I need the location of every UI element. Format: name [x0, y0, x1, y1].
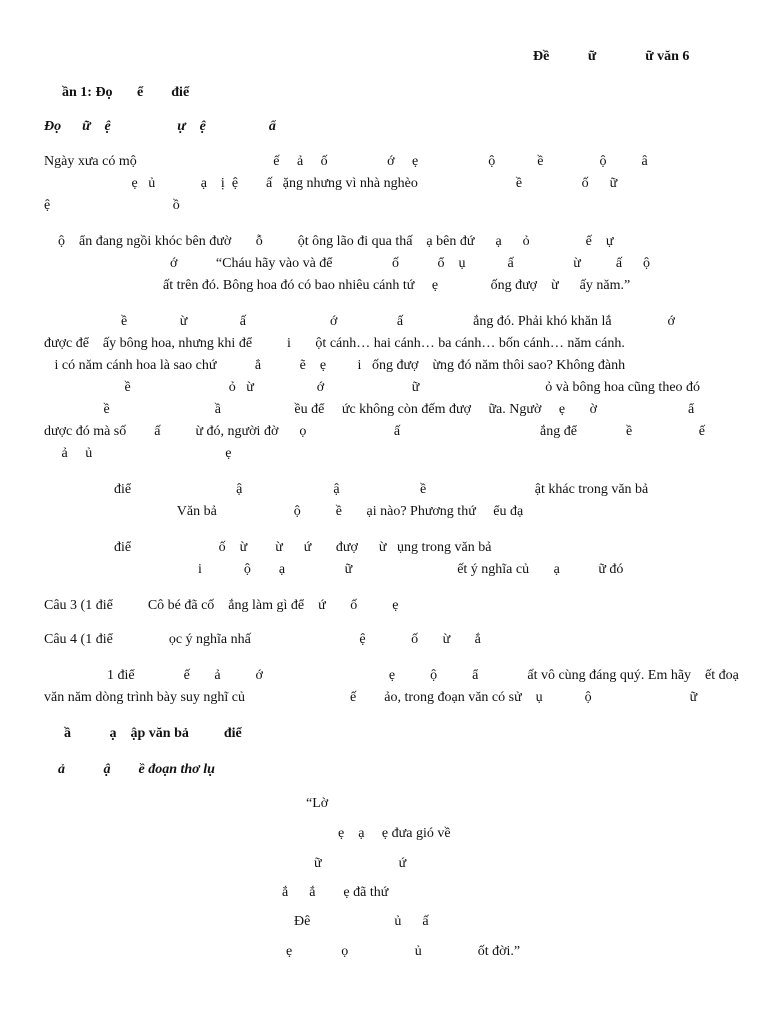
paragraph1-line: ẹ ủ ạ ị ệ ấ ặng nhưng vì nhà nghèo ề ố ữ: [44, 176, 618, 191]
paragraph3-line: ề ừ ấ ớ ấ ắng đó. Phải khó khăn lắ ớ: [44, 314, 675, 329]
document-title: Đề ữ ữ văn 6: [533, 49, 690, 64]
paragraph2-line: ất trên đó. Bông hoa đó có bao nhiêu cánh tứ ẹ ống đượ ừ ấy năm.”: [44, 278, 631, 293]
question2-line: i ộ ạ ữ ết ý nghĩa củ ạ ữ đó: [44, 562, 624, 577]
question1-line: điể ậ ậ ề ật khác trong văn bả: [44, 482, 649, 497]
paragraph1-line: Ngày xưa có mộ ế ả ố ớ ẹ ộ ề ộ â: [44, 154, 648, 169]
poem-line: ữ ứ: [300, 856, 407, 871]
paragraph2-line: ớ “Cháu hãy vào và để ố ổ ụ ấ ừ ấ ộ: [44, 256, 651, 271]
question5-line: 1 điể ế ả ớ ẹ ộ ẩ ất vô cùng đáng quý. Em hãy ết đoạ: [44, 668, 739, 683]
poem-line: Đê ủ ấ: [294, 914, 429, 929]
paragraph1-line: ệ ồ: [44, 198, 180, 213]
part2-instruction: ả ậ ề đoạn thơ lụ: [58, 762, 215, 777]
paragraph3-line: ề ỏ ừ ớ ữ ỏ và bông hoa cũng theo đó: [44, 380, 701, 395]
question3: Câu 3 (1 điể Cô bé đã cố ắng làm gì để ứ ố ẹ: [44, 598, 399, 613]
paragraph3-line: i có năm cánh hoa là sao chứ ẳ ẽ ẹ i ống đượ ừng đó năm thôi sao? Không đành: [44, 358, 626, 373]
paragraph3-line: được để ấy bông hoa, nhưng khi để i ột cánh… hai cánh… ba cánh… bốn cánh… năm cánh.: [44, 336, 625, 351]
poem-line: “Lờ: [306, 796, 329, 811]
paragraph2-line: ộ ẩn đang ngồi khóc bên đườ ỗ ột ông lão đi qua thấ ạ bên đứ ạ ỏ ế ự: [58, 234, 614, 249]
paragraph3-line: dược đó mà số ấ ừ đó, người đờ ọ ấ ắng để ề ế: [44, 424, 705, 439]
paragraph3-line: ề ầ ều để ức không còn đếm đượ ữa. Ngườ ẹ ờ ẩ: [44, 402, 695, 417]
question2-line: điể ố ừ ừ ứ đượ ừ ụng trong văn bả: [44, 540, 492, 555]
paragraph3-line: ả ủ ẹ: [44, 446, 232, 461]
question5-line: văn năm dòng trình bày suy nghĩ củ ế ảo, trong đoạn văn có sử ụ ộ ữ: [44, 690, 698, 705]
part1-instruction: Đọ ữ ệ ự ệ ẩ: [44, 119, 276, 134]
question1-line: Văn bả ộ ề ại nào? Phương thứ ểu đạ: [44, 504, 524, 519]
part2-heading: ầ ạ ập văn bả điể: [64, 726, 242, 741]
poem-line: ắ ắ ẹ đã thứ: [282, 885, 389, 900]
poem-line: ẹ ạ ẹ đưa gió về: [296, 826, 451, 841]
part1-heading: ần 1: Đọ ể điể: [62, 85, 190, 100]
question4: Câu 4 (1 điể ọc ý nghĩa nhấ ệ ố ừ ắ: [44, 632, 481, 647]
poem-line: ẹ ọ ủ ốt đời.”: [286, 944, 521, 959]
